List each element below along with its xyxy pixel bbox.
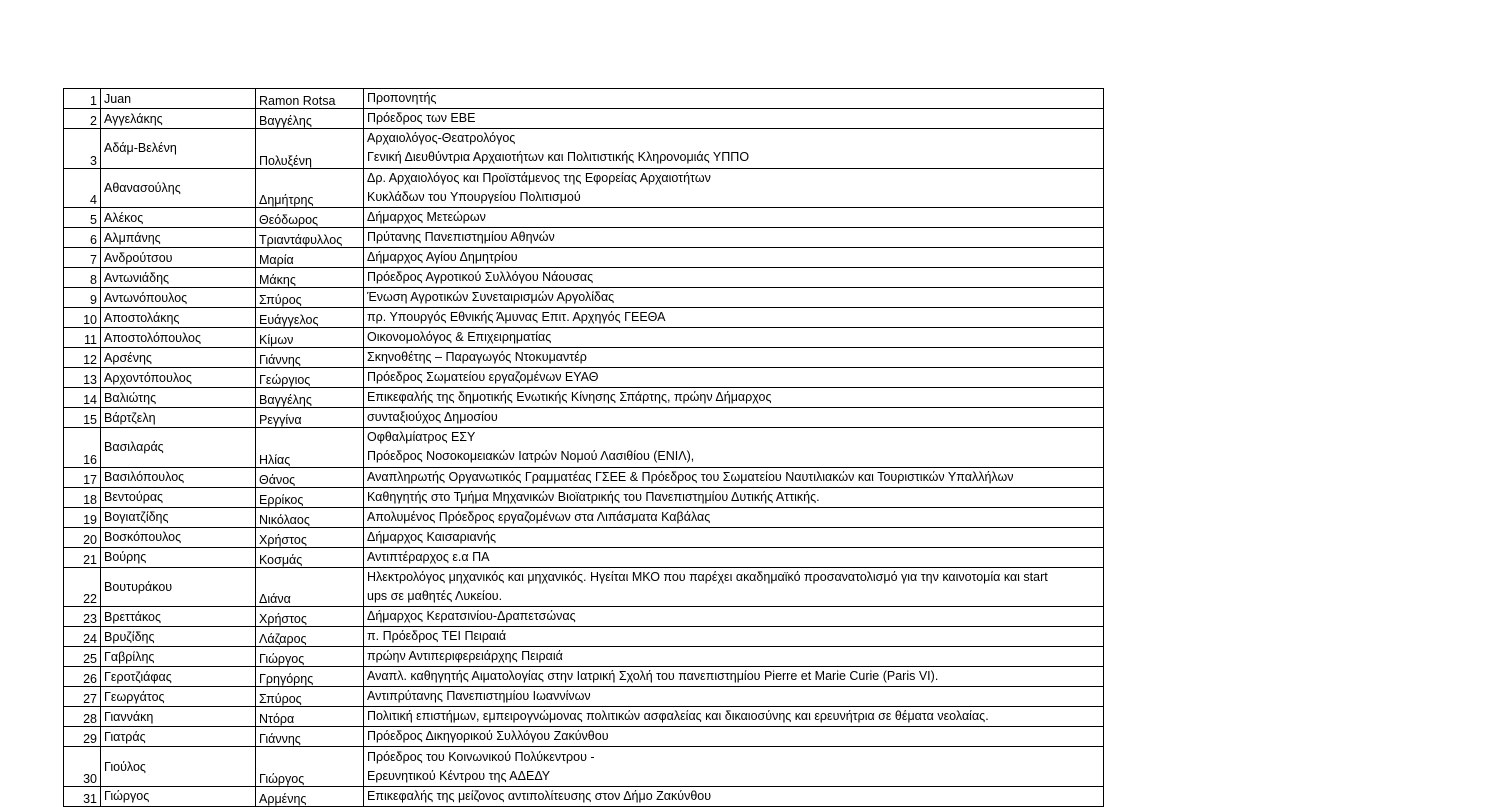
last-name-cell: Αρσένης xyxy=(101,348,256,368)
table-row xyxy=(64,786,1104,806)
description-line: Δήμαρχος Καισαριανής xyxy=(367,529,496,544)
description-cell xyxy=(364,487,1104,507)
row-number-cell: 24 xyxy=(64,627,101,647)
table-row xyxy=(64,527,1104,547)
last-name-cell: Βοσκόπουλος xyxy=(101,527,256,547)
description-line: Δήμαρχος Κερατσινίου-Δραπετσώνας xyxy=(367,609,576,624)
first-name-cell: Ηλίας xyxy=(256,428,364,468)
first-name-cell: Γρηγόρης xyxy=(256,667,364,687)
table-row xyxy=(64,687,1104,707)
last-name-cell: Αντωνόπουλος xyxy=(101,288,256,308)
row-number-cell: 1 xyxy=(64,89,101,109)
row-number-cell: 26 xyxy=(64,667,101,687)
description-cell xyxy=(364,228,1104,248)
row-number-cell: 5 xyxy=(64,208,101,228)
last-name-cell: Juan xyxy=(101,89,256,109)
first-name-cell: Βαγγέλης xyxy=(256,109,364,129)
description-line: Σκηνοθέτης – Παραγωγός Ντοκυμαντέρ xyxy=(367,350,587,365)
first-name-cell: Χρήστος xyxy=(256,527,364,547)
description-cell xyxy=(364,248,1104,268)
table-row xyxy=(64,547,1104,567)
description-line: Αναπληρωτής Οργανωτικός Γραμματέας ΓΣΕΕ & Πρόεδρος του Σωματείου Ναυτιλιακών και Τουριστικών Υπαλλήλων xyxy=(367,469,1014,484)
table-row xyxy=(64,168,1104,208)
description-cell xyxy=(364,567,1104,607)
last-name-cell: Βογιατζίδης xyxy=(101,507,256,527)
description-cell xyxy=(364,328,1104,348)
last-name-cell: Βρεττάκος xyxy=(101,607,256,627)
last-name-cell: Ανδρούτσου xyxy=(101,248,256,268)
description-line: Κυκλάδων του Υπουργείου Πολιτισμού xyxy=(367,189,581,204)
last-name-cell: Βασιλαράς xyxy=(101,428,256,468)
people-table-body xyxy=(64,89,1104,807)
row-number-cell: 7 xyxy=(64,248,101,268)
last-name-cell: Αποστολάκης xyxy=(101,308,256,328)
description-line: Καθηγητής στο Τμήμα Μηχανικών Βιοϊατρικής του Πανεπιστημίου Δυτικής Αττικής. xyxy=(367,489,820,504)
row-number-cell: 9 xyxy=(64,288,101,308)
table-row xyxy=(64,288,1104,308)
first-name-cell: Θάνος xyxy=(256,467,364,487)
description-cell xyxy=(364,268,1104,288)
last-name-cell: Βάρτζελη xyxy=(101,408,256,428)
table-row xyxy=(64,408,1104,428)
row-number-cell: 30 xyxy=(64,747,101,787)
last-name-cell: Γιώργος xyxy=(101,786,256,806)
table-row xyxy=(64,647,1104,667)
last-name-cell: Αθανασούλης xyxy=(101,168,256,208)
description-line: Ερευνητικού Κέντρου της ΑΔΕΔΥ xyxy=(367,768,551,783)
description-cell xyxy=(364,507,1104,527)
row-number-cell: 6 xyxy=(64,228,101,248)
description-line: πρ. Υπουργός Εθνικής Άμυνας Επιτ. Αρχηγός ΓΕΕΘΑ xyxy=(367,310,666,325)
description-line: Αντιπρύτανης Πανεπιστημίου Ιωαννίνων xyxy=(367,689,591,704)
first-name-cell: Ramon Rotsa xyxy=(256,89,364,109)
description-line: Οικονομολόγος & Επιχειρηματίας xyxy=(367,330,552,345)
first-name-cell: Διάνα xyxy=(256,567,364,607)
table-row xyxy=(64,507,1104,527)
last-name-cell: Αρχοντόπουλος xyxy=(101,368,256,388)
people-table xyxy=(63,88,1104,807)
description-line: Απολυμένος Πρόεδρος εργαζομένων στα Λιπάσματα Καβάλας xyxy=(367,509,711,524)
first-name-cell: Κοσμάς xyxy=(256,547,364,567)
table-row xyxy=(64,348,1104,368)
description-line: Πρόεδρος Δικηγορικού Συλλόγου Ζακύνθου xyxy=(367,729,609,744)
row-number-cell: 22 xyxy=(64,567,101,607)
first-name-cell: Ντόρα xyxy=(256,707,364,727)
row-number-cell: 27 xyxy=(64,687,101,707)
row-number-cell: 2 xyxy=(64,109,101,129)
table-row xyxy=(64,228,1104,248)
description-cell xyxy=(364,208,1104,228)
row-number-cell: 16 xyxy=(64,428,101,468)
description-line: Πρόεδρος Αγροτικού Συλλόγου Νάουσας xyxy=(367,270,594,285)
row-number-cell: 29 xyxy=(64,727,101,747)
last-name-cell: Γιαννάκη xyxy=(101,707,256,727)
row-number-cell: 25 xyxy=(64,647,101,667)
table-row xyxy=(64,707,1104,727)
last-name-cell: Γαβρίλης xyxy=(101,647,256,667)
description-cell xyxy=(364,388,1104,408)
description-line: Αναπλ. καθηγητής Αιματολογίας στην Ιατρική Σχολή του πανεπιστημίου Pierre et Marie Curie (Paris VI). xyxy=(367,669,939,684)
row-number-cell: 28 xyxy=(64,707,101,727)
last-name-cell: Γιατράς xyxy=(101,727,256,747)
description-cell xyxy=(364,467,1104,487)
first-name-cell: Ερρίκος xyxy=(256,487,364,507)
description-cell xyxy=(364,727,1104,747)
first-name-cell: Τριαντάφυλλος xyxy=(256,228,364,248)
description-line: Δήμαρχος Μετεώρων xyxy=(367,210,486,225)
first-name-cell: Γεώργιος xyxy=(256,368,364,388)
first-name-cell: Χρήστος xyxy=(256,607,364,627)
row-number-cell: 13 xyxy=(64,368,101,388)
table-row xyxy=(64,627,1104,647)
first-name-cell: Μάκης xyxy=(256,268,364,288)
description-line: συνταξιούχος Δημοσίου xyxy=(367,410,498,425)
description-line: Δρ. Αρχαιολόγος και Προϊστάμενος της Εφορείας Αρχαιοτήτων xyxy=(367,170,711,185)
description-cell xyxy=(364,129,1104,169)
last-name-cell: Γεωργάτος xyxy=(101,687,256,707)
description-line: ups σε μαθητές Λυκείου. xyxy=(367,589,503,604)
row-number-cell: 23 xyxy=(64,607,101,627)
description-line: Προπονητής xyxy=(367,91,437,105)
description-line: Πολιτική επιστήμων, εμπειρογνώμονας πολιτικών ασφαλείας και δικαιοσύνης και ερευνήτρια σε θέματα νεολαίας. xyxy=(367,709,989,724)
row-number-cell: 4 xyxy=(64,168,101,208)
description-line: Γενική Διευθύντρια Αρχαιοτήτων και Πολιτιστικής Κληρονομιάς ΥΠΠΟ xyxy=(367,150,750,165)
row-number-cell: 20 xyxy=(64,527,101,547)
table-row xyxy=(64,467,1104,487)
last-name-cell: Αποστολόπουλος xyxy=(101,328,256,348)
description-line: Αντιπτέραρχος ε.α ΠΑ xyxy=(367,549,490,564)
last-name-cell: Γεροτζιάφας xyxy=(101,667,256,687)
description-cell xyxy=(364,89,1104,109)
table-row xyxy=(64,328,1104,348)
description-cell xyxy=(364,368,1104,388)
description-line: Πρόεδρος Νοσοκομειακών Ιατρών Νομού Λασιθίου (ΕΝΙΛ), xyxy=(367,449,695,464)
last-name-cell: Βαλιώτης xyxy=(101,388,256,408)
description-line: π. Πρόεδρος ΤΕΙ Πειραιά xyxy=(367,629,507,644)
last-name-cell: Αλέκος xyxy=(101,208,256,228)
description-line: Δήμαρχος Αγίου Δημητρίου xyxy=(367,250,518,265)
last-name-cell: Γιούλος xyxy=(101,747,256,787)
table-row xyxy=(64,368,1104,388)
description-line: Οφθαλμίατρος ΕΣΥ xyxy=(367,430,476,445)
last-name-cell: Αγγελάκης xyxy=(101,109,256,129)
table-row xyxy=(64,567,1104,607)
first-name-cell: Βαγγέλης xyxy=(256,388,364,408)
table-row xyxy=(64,747,1104,787)
row-number-cell: 12 xyxy=(64,348,101,368)
table-row xyxy=(64,667,1104,687)
first-name-cell: Μαρία xyxy=(256,248,364,268)
first-name-cell: Αρμένης xyxy=(256,786,364,806)
row-number-cell: 11 xyxy=(64,328,101,348)
table-row xyxy=(64,308,1104,328)
description-line: Πρόεδρος των ΕΒΕ xyxy=(367,111,476,125)
description-line: Αρχαιολόγος-Θεατρολόγος xyxy=(367,131,516,146)
description-line: πρώην Αντιπεριφερειάρχης Πειραιά xyxy=(367,649,563,664)
row-number-cell: 8 xyxy=(64,268,101,288)
last-name-cell: Βουτυράκου xyxy=(101,567,256,607)
first-name-cell: Γιάννης xyxy=(256,348,364,368)
row-number-cell: 18 xyxy=(64,487,101,507)
description-cell xyxy=(364,308,1104,328)
table-row xyxy=(64,248,1104,268)
row-number-cell: 10 xyxy=(64,308,101,328)
last-name-cell: Βεντούρας xyxy=(101,487,256,507)
table-row xyxy=(64,129,1104,169)
description-line: Επικεφαλής της δημοτικής Ενωτικής Κίνησης Σπάρτης, πρώην Δήμαρχος xyxy=(367,390,772,405)
description-cell xyxy=(364,627,1104,647)
description-cell xyxy=(364,607,1104,627)
description-cell xyxy=(364,348,1104,368)
description-line: Πρύτανης Πανεπιστημίου Αθηνών xyxy=(367,230,555,245)
first-name-cell: Πολυξένη xyxy=(256,129,364,169)
first-name-cell: Ευάγγελος xyxy=(256,308,364,328)
first-name-cell: Γιάννης xyxy=(256,727,364,747)
description-cell xyxy=(364,747,1104,787)
last-name-cell: Βούρης xyxy=(101,547,256,567)
first-name-cell: Νικόλαος xyxy=(256,507,364,527)
last-name-cell: Βρυζίδης xyxy=(101,627,256,647)
description-line: Ένωση Αγροτικών Συνεταιρισμών Αργολίδας xyxy=(367,290,615,305)
description-cell xyxy=(364,527,1104,547)
description-cell xyxy=(364,647,1104,667)
description-cell xyxy=(364,408,1104,428)
description-line: Πρόεδρος του Κοινωνικού Πολύκεντρου - xyxy=(367,749,595,764)
description-cell xyxy=(364,168,1104,208)
description-line: Πρόεδρος Σωματείου εργαζομένων ΕΥΑΘ xyxy=(367,370,599,385)
description-cell xyxy=(364,707,1104,727)
table-row xyxy=(64,607,1104,627)
table-row xyxy=(64,208,1104,228)
description-cell xyxy=(364,109,1104,129)
last-name-cell: Αδάμ-Βελένη xyxy=(101,129,256,169)
last-name-cell: Αλμπάνης xyxy=(101,228,256,248)
description-cell xyxy=(364,288,1104,308)
first-name-cell: Σπύρος xyxy=(256,288,364,308)
description-cell xyxy=(364,667,1104,687)
row-number-cell: 3 xyxy=(64,129,101,169)
table-row xyxy=(64,388,1104,408)
first-name-cell: Θεόδωρος xyxy=(256,208,364,228)
description-cell xyxy=(364,428,1104,468)
first-name-cell: Κίμων xyxy=(256,328,364,348)
row-number-cell: 14 xyxy=(64,388,101,408)
description-cell xyxy=(364,786,1104,806)
table-row xyxy=(64,89,1104,109)
description-line: Επικεφαλής της μείζονος αντιπολίτευσης στον Δήμο Ζακύνθου xyxy=(367,788,712,803)
first-name-cell: Σπύρος xyxy=(256,687,364,707)
table-row xyxy=(64,109,1104,129)
row-number-cell: 17 xyxy=(64,467,101,487)
table-row xyxy=(64,487,1104,507)
table-row xyxy=(64,727,1104,747)
last-name-cell: Αντωνιάδης xyxy=(101,268,256,288)
first-name-cell: Ρεγγίνα xyxy=(256,408,364,428)
row-number-cell: 31 xyxy=(64,786,101,806)
description-cell xyxy=(364,547,1104,567)
first-name-cell: Λάζαρος xyxy=(256,627,364,647)
description-cell xyxy=(364,687,1104,707)
first-name-cell: Γιώργος xyxy=(256,747,364,787)
description-line: Ηλεκτρολόγος μηχανικός και μηχανικός. Ηγείται ΜΚΟ που παρέχει ακαδημαϊκό προσανατολισμό για την καινοτομία και start xyxy=(367,570,1048,585)
first-name-cell: Δημήτρης xyxy=(256,168,364,208)
row-number-cell: 15 xyxy=(64,408,101,428)
table-row xyxy=(64,268,1104,288)
first-name-cell: Γιώργος xyxy=(256,647,364,667)
table-row xyxy=(64,428,1104,468)
last-name-cell: Βασιλόπουλος xyxy=(101,467,256,487)
row-number-cell: 21 xyxy=(64,547,101,567)
row-number-cell: 19 xyxy=(64,507,101,527)
